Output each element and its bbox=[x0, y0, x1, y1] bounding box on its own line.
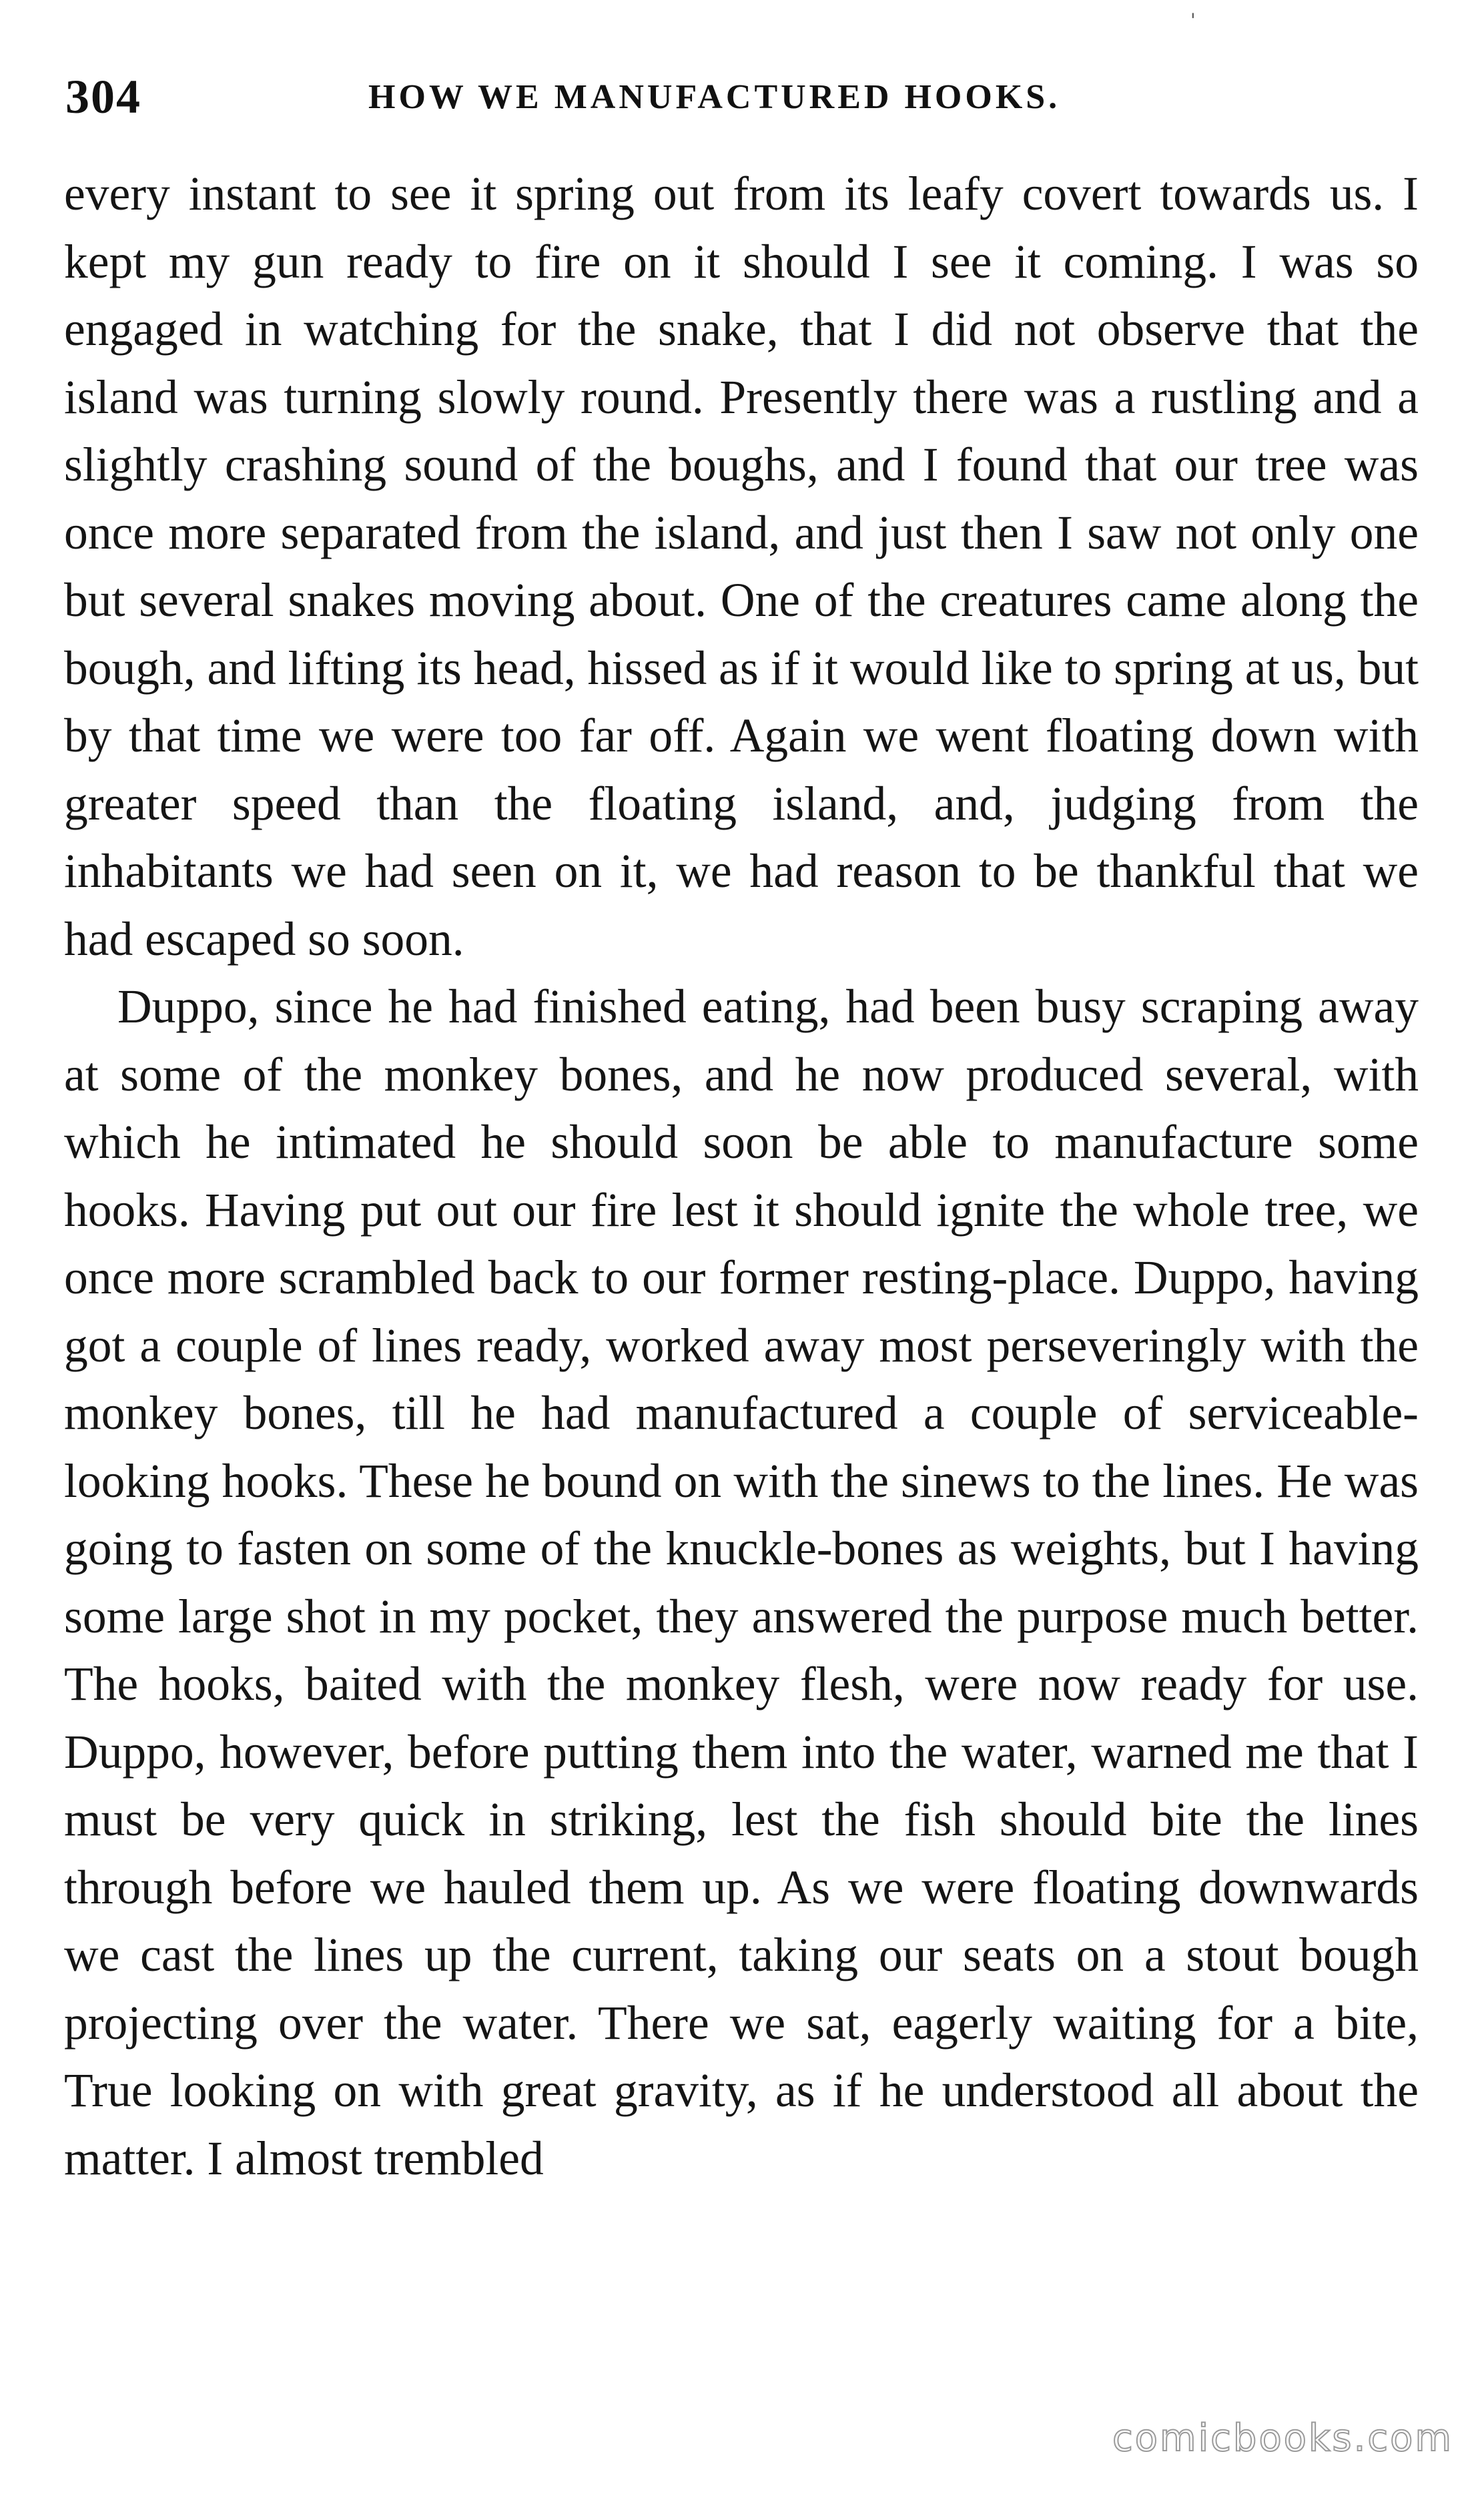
running-head bbox=[65, 60, 1420, 133]
body-text bbox=[64, 160, 1419, 2192]
watermark: comicbooks.com bbox=[1112, 2417, 1453, 2460]
page-number: 304 bbox=[65, 69, 141, 123]
paragraph-continued: every instant to see it spring out from its leafy covert towards us. I kept my gun ready to fire on it should I see it coming. I was so engaged in watching for the snake, that I did not observe that the island was turning slowly round. Presently there was a rustling and a slightly crashing sound of the boughs, and I found that our tree was once more separated from the island, and just then I saw not only one but several snakes moving about. One of the creatures came along the bough, and lifting its head, hissed as if it would like to spring at us, but by that time we were too far off. Again we went floating down with greater speed than the floating island, and, judging from the inhabitants we had seen on it, we had reason to be thankful that we had escaped so soon. bbox=[64, 168, 1419, 966]
corner-mark: ' bbox=[1190, 9, 1196, 31]
running-title: HOW WE MANUFACTURED HOOKS. bbox=[368, 77, 1061, 116]
paragraph: Duppo, since he had finished eating, had been busy scraping away at some of the monkey bones, and he now produced several, with which he intimated he should soon be able to manufacture some hooks. Having put out our fire lest it should ignite the whole tree, we once more scrambled back to our former resting-place. Duppo, having got a couple of lines ready, worked away most perseveringly with the monkey bones, till he had manufactured a couple of serviceable-looking hooks. These he bound on with the sinews to the lines. He was going to fasten on some of the knuckle-bones as weights, but I having some large shot in my pocket, they answered the purpose much better. The hooks, baited with the monkey flesh, were now ready for use. Duppo, however, before putting them into the water, warned me that I must be very quick in striking, lest the fish should bite the lines through before we hauled them up. As we were floating downwards we cast the lines up the current, taking our seats on a stout bough projecting over the water. There we sat, eagerly waiting for a bite, True looking on with great gravity, as if he understood all about the matter. I almost trembled bbox=[64, 980, 1419, 2185]
